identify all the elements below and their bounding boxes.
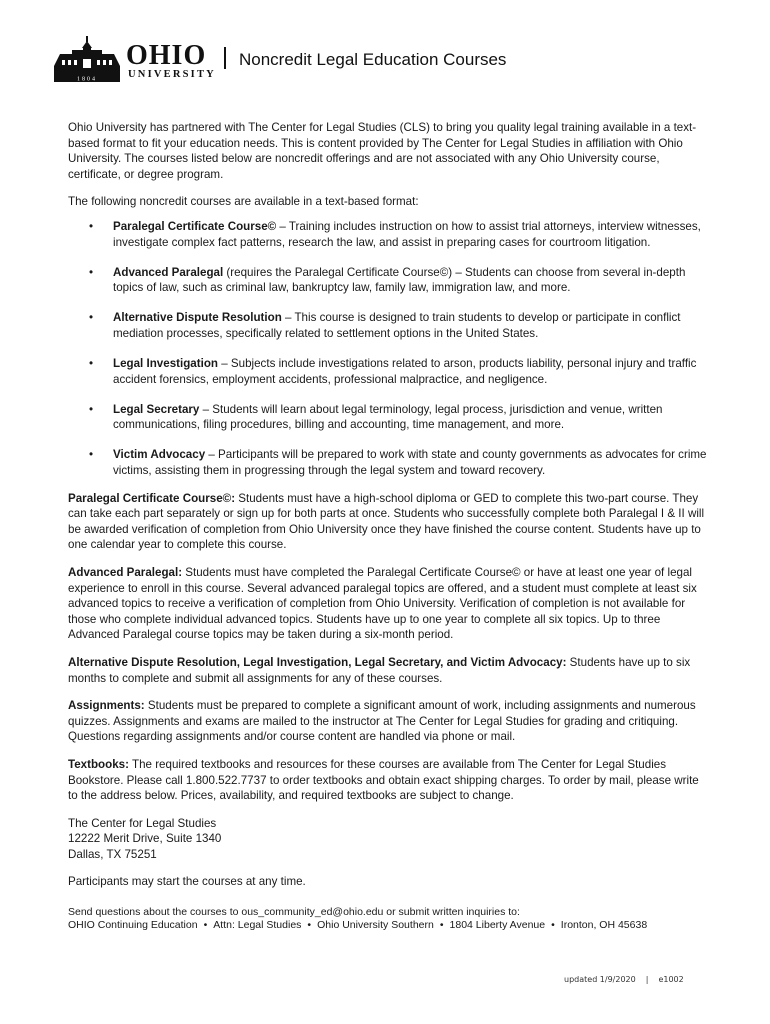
course-item (68, 447, 708, 478)
footer (68, 906, 708, 932)
course-item (68, 356, 708, 387)
course-desc: – This course is designed to train students to develop or participate in conflict mediation processes, specifically related to settlement options in the United States. (113, 311, 681, 340)
bullet-icon: • (307, 919, 312, 932)
section-advanced-paralegal (68, 565, 708, 643)
course-item (68, 265, 708, 296)
intro-paragraph: Ohio University has partnered with The Center for Legal Studies (CLS) to bring you quality legal training available in a text-based format to fit your education needs. This is content provided by The Center for Legal Studies in affiliation with Ohio University. The courses listed below are noncredit offerings and are not associated with any Ohio University course, certificate, or degree program. (68, 121, 697, 181)
course-name: Victim Advocacy (113, 448, 206, 462)
course-desc: – Participants will be prepared to work with state and county governments as advocates for crime victims, assisting them in progressing through the legal system and toward recovery. (113, 448, 707, 477)
address-line: The Center for Legal Studies (68, 816, 217, 830)
section-heading: Paralegal Certificate Course©: (68, 491, 236, 505)
revision-note (564, 975, 684, 984)
logo-wordmark: OHIO (126, 40, 207, 71)
bullet-icon: • (551, 919, 555, 932)
address-line: 12222 Merit Drive, Suite 1340 (68, 832, 222, 846)
footer-part: Attn: Legal Studies (213, 919, 302, 932)
address-line: Dallas, TX 75251 (68, 847, 157, 861)
logo-year: 1804 (77, 76, 97, 82)
footer-part: Ohio University Southern (317, 919, 434, 932)
mailing-address (68, 816, 708, 863)
footer-contact-line: Send questions about the courses to ous_community_ed@ohio.edu or submit written inquiries to: (68, 906, 520, 919)
course-item (68, 402, 708, 433)
bullet-icon: • (203, 919, 208, 932)
start-note: Participants may start the courses at any time. (68, 875, 306, 889)
ohio-university-seal-icon (52, 36, 122, 82)
bullet-icon: • (89, 357, 94, 371)
section-body: Students must be prepared to complete a significant amount of work, including assignments and numerous quizzes. Assignments and exams are mailed to the instructor at The Center for Legal Studies for grading and critiquing. Questions regarding assignments and/or course content are handled via phone or mail. (68, 699, 696, 744)
bullet-icon: • (89, 311, 94, 325)
bullet-icon: • (89, 265, 94, 279)
course-list-lead: The following noncredit courses are available in a text-based format: (68, 195, 419, 209)
section-body: Students have up to six months to complete and submit all assignments for any of these courses. (68, 655, 691, 685)
course-name: Legal Secretary (113, 402, 200, 416)
bullet-icon: • (89, 448, 94, 462)
section-body: Students must have a high-school diploma or GED to complete this two-part course. They can take each part separately or sign up for both parts at once. Students who successfully complete both Paralegal I & II will be awarded verification of completion from Ohio University once they have finished the course content. Students have up to one calendar year to complete this course. (68, 491, 705, 552)
header (52, 36, 732, 86)
section-body: Students must have completed the Paralegal Certificate Course© or have at least one year of legal experience to enroll in this course. Several advanced paralegal topics are offered, and a student must complete at least six advanced topics to receive a verification of completion from Ohio University. Verification of completion is not available for those who complete individual advanced topics. Students have up to one year to complete all six topics. Up to three Advanced Paralegal course topics may be taken during a six-month period. (68, 565, 697, 642)
section-other-courses (68, 655, 708, 686)
course-item (68, 310, 708, 341)
course-name: Advanced Paralegal (113, 265, 224, 279)
footer-address-line (68, 919, 708, 932)
section-heading: Advanced Paralegal: (68, 565, 183, 579)
course-list (68, 219, 708, 479)
section-heading: Textbooks: (68, 757, 129, 771)
section-textbooks (68, 757, 708, 804)
course-item (68, 219, 708, 250)
form-code: e1002 (658, 975, 684, 984)
document-body (68, 120, 708, 932)
page-title: Noncredit Legal Education Courses (239, 50, 507, 69)
section-paralegal-certificate (68, 491, 708, 553)
footer-part: Ironton, OH 45638 (560, 919, 648, 932)
footer-part: OHIO Continuing Education (68, 919, 198, 932)
course-name: Legal Investigation (113, 357, 219, 371)
section-heading: Assignments: (68, 699, 145, 713)
revision-separator: | (645, 975, 649, 984)
course-desc: – Training includes instruction on how to assist trial attorneys, interview witnesses, investigate complex fact patterns, research the law, and assist in preparing cases for courtroom litigation. (113, 219, 701, 249)
bullet-icon: • (439, 919, 444, 932)
section-assignments (68, 698, 708, 745)
course-name: Paralegal Certificate Course© (113, 219, 277, 233)
logo-university: UNIVERSITY (128, 69, 216, 80)
course-desc: – Subjects include investigations related to arson, products liability, personal injury and traffic accident forensics, employment accidents, professional malpractice, and negligence. (113, 357, 697, 386)
section-body: The required textbooks and resources for these courses are available from The Center for Legal Studies Bookstore. Please call 1.800.522.7737 to order textbooks and obtain exact shipping charges. To order by mail, please write to the address below. Prices, availability, and required textbooks are subject to change. (68, 757, 699, 803)
header-divider (224, 47, 226, 69)
course-name: Alternative Dispute Resolution (113, 311, 282, 325)
bullet-icon: • (89, 219, 94, 233)
course-desc: – Students will learn about legal terminology, legal process, jurisdiction and venue, written communications, filing procedures, billing and accounting, time management, and more. (113, 402, 663, 432)
updated-date: updated 1/9/2020 (564, 975, 636, 984)
course-desc: (requires the Paralegal Certificate Course©) – Students can choose from several in-depth topics of law, such as criminal law, bankruptcy law, family law, immigration law, and more. (113, 265, 686, 295)
section-heading: Alternative Dispute Resolution, Legal Investigation, Legal Secretary, and Victim Advocacy: (68, 655, 567, 669)
footer-part: 1804 Liberty Avenue (449, 919, 546, 932)
bullet-icon: • (89, 402, 94, 416)
